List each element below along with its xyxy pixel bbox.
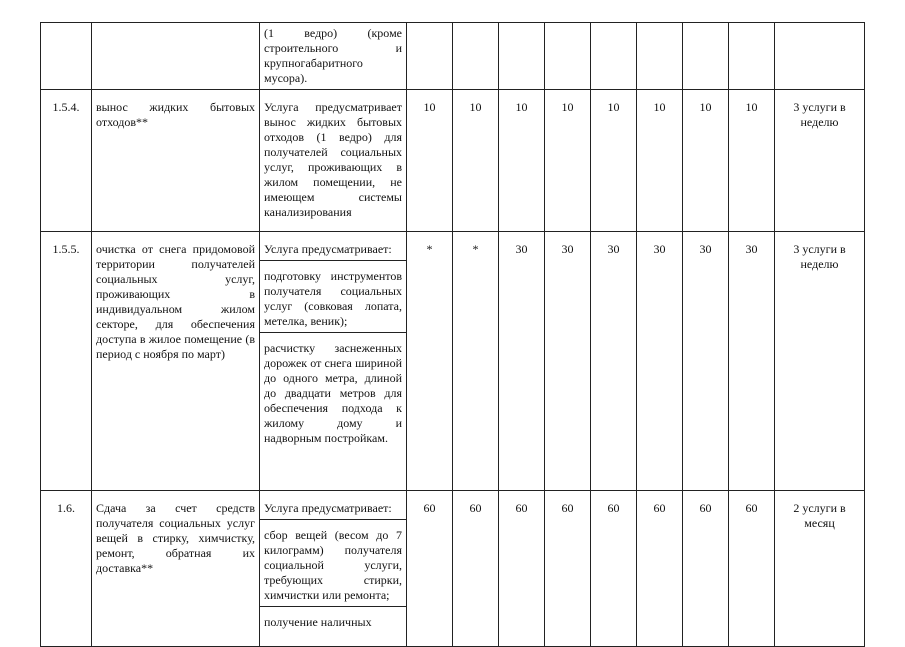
- value-cell: [637, 23, 683, 90]
- services-table: [40, 22, 865, 647]
- frequency-cell: 3 услуги в неделю: [775, 90, 865, 232]
- value-cell: 30: [591, 232, 637, 491]
- description-part: получение наличных: [264, 615, 372, 629]
- service-name: [92, 23, 260, 90]
- frequency-cell: [775, 23, 865, 90]
- row-number: [41, 23, 92, 90]
- value-cell: *: [407, 232, 453, 491]
- value-cell: 60: [453, 491, 499, 647]
- value-cell: 30: [545, 232, 591, 491]
- description-part: расчистку заснеженных дорожек от снега шириной до одного метра, длиной до двадцати метров для обеспечения подхода к жилому дому и надворным постройкам.: [264, 341, 402, 445]
- row-number: 1.5.4.: [41, 90, 92, 232]
- service-description: [260, 491, 407, 647]
- value-cell: 60: [637, 491, 683, 647]
- value-cell: 60: [591, 491, 637, 647]
- service-description: [260, 232, 407, 491]
- value-cell: [683, 23, 729, 90]
- value-cell: 30: [499, 232, 545, 491]
- frequency-cell: 2 услуги в месяц: [775, 491, 865, 647]
- value-cell: [545, 23, 591, 90]
- description-part: Услуга предусматривает:: [260, 232, 406, 261]
- value-cell: [407, 23, 453, 90]
- row-number: 1.5.5.: [41, 232, 92, 491]
- service-name: очистка от снега придомовой территории получателей социальных услуг, проживающих в индивидуальном жилом секторе, для обеспечения доступа в жилое помещение (в период с ноября по март): [92, 232, 260, 491]
- table-row: [41, 491, 865, 647]
- frequency-cell: 3 услуги в неделю: [775, 232, 865, 491]
- table-row: [41, 90, 865, 232]
- description-part: Услуга предусматривает:: [260, 491, 406, 520]
- value-cell: 10: [407, 90, 453, 232]
- value-cell: 10: [637, 90, 683, 232]
- value-cell: [499, 23, 545, 90]
- value-cell: [591, 23, 637, 90]
- service-description: [260, 23, 407, 90]
- description-part: сбор вещей (весом до 7 килограмм) получателя социальной услуги, требующих стирки, химчистки или ремонта;: [260, 520, 406, 607]
- description-part: (1 ведро) (кроме строительного и крупногабаритного мусора).: [264, 26, 402, 85]
- description-part: Услуга предусматривает вынос жидких бытовых отходов (1 ведро) для получателей социальных услуг, проживающих в жилом помещении, не имеющем системы канализирования: [264, 100, 402, 219]
- service-description: [260, 90, 407, 232]
- row-number: 1.6.: [41, 491, 92, 647]
- value-cell: 30: [729, 232, 775, 491]
- value-cell: 10: [591, 90, 637, 232]
- value-cell: [729, 23, 775, 90]
- value-cell: 10: [453, 90, 499, 232]
- value-cell: 10: [683, 90, 729, 232]
- table-row: [41, 23, 865, 90]
- value-cell: 30: [637, 232, 683, 491]
- value-cell: 60: [683, 491, 729, 647]
- value-cell: 10: [729, 90, 775, 232]
- value-cell: [453, 23, 499, 90]
- value-cell: 60: [545, 491, 591, 647]
- value-cell: 30: [683, 232, 729, 491]
- value-cell: 10: [499, 90, 545, 232]
- value-cell: 60: [499, 491, 545, 647]
- service-name: вынос жидких бытовых отходов**: [92, 90, 260, 232]
- value-cell: 10: [545, 90, 591, 232]
- table-row: [41, 232, 865, 491]
- service-name: Сдача за счет средств получателя социальных услуг вещей в стирку, химчистку, ремонт, обратная их доставка**: [92, 491, 260, 647]
- description-part: подготовку инструментов получателя социальных услуг (совковая лопата, метелка, веник);: [260, 261, 406, 333]
- value-cell: *: [453, 232, 499, 491]
- value-cell: 60: [407, 491, 453, 647]
- value-cell: 60: [729, 491, 775, 647]
